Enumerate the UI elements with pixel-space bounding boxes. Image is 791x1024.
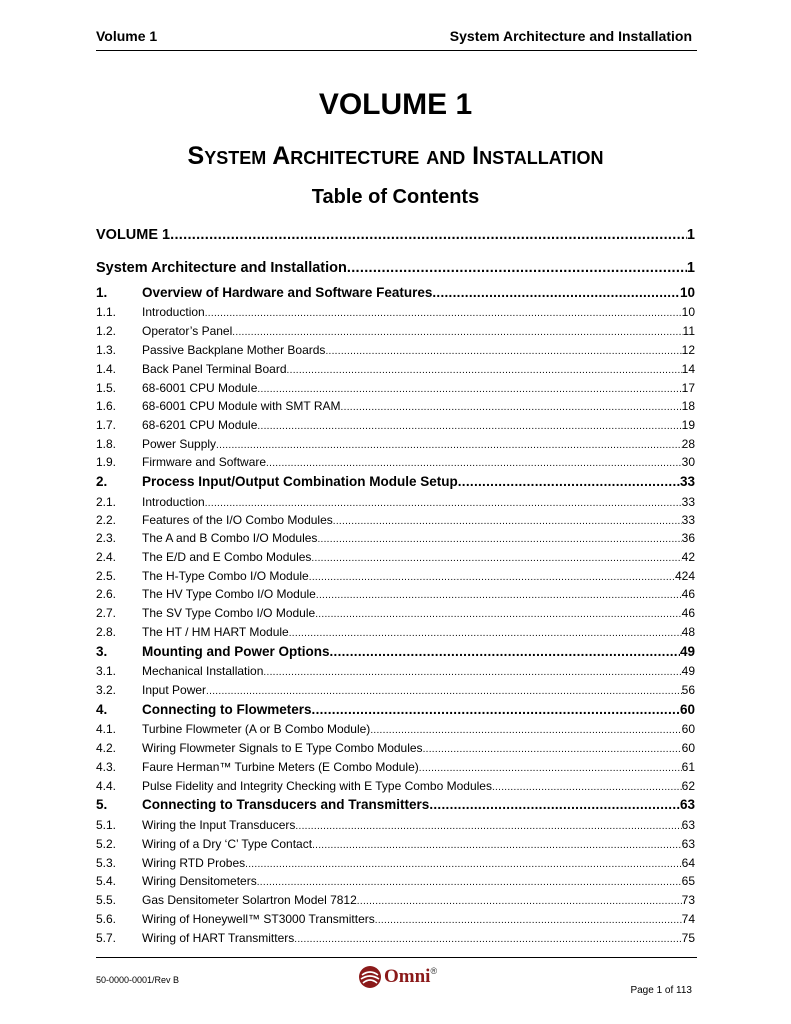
toc-entry[interactable] — [96, 569, 695, 583]
toc-leader-dots — [294, 931, 681, 945]
toc-entry-page: 49 — [679, 644, 695, 659]
toc-leader-dots — [419, 760, 682, 774]
toc-leader-dots — [312, 837, 682, 851]
toc-entry[interactable] — [96, 362, 695, 376]
header-volume: Volume 1 — [96, 28, 158, 44]
toc-entry-title: The HV Type Combo I/O Module — [142, 587, 316, 601]
toc-entry-title: Firmware and Software — [142, 455, 267, 469]
toc-entry[interactable] — [96, 474, 695, 489]
toc-leader-dots — [257, 874, 682, 888]
toc-entry[interactable] — [96, 874, 695, 888]
toc-entry-page: 63 — [681, 818, 695, 832]
toc-entry[interactable] — [96, 606, 695, 620]
toc-entry-page: 19 — [681, 418, 695, 432]
toc-entry-number: 1.1. — [96, 305, 117, 319]
toc-entry-title: Mechanical Installation — [142, 664, 264, 678]
toc-entry-number: 2.3. — [96, 531, 117, 545]
toc-entry-title: Turbine Flowmeter (A or B Combo Module) — [142, 722, 371, 736]
toc-entry[interactable] — [96, 837, 695, 851]
header-rule — [96, 50, 697, 51]
toc-entry[interactable] — [96, 343, 695, 357]
toc-leader-dots — [263, 664, 681, 678]
toc-entry-number: 5.5. — [96, 893, 117, 907]
toc-leader-dots — [375, 912, 682, 926]
toc-entry-page: 60 — [681, 722, 695, 736]
toc-entry-page: 12 — [681, 343, 695, 357]
toc-entry[interactable] — [96, 625, 695, 639]
toc-entry-number: 3.1. — [96, 664, 117, 678]
toc-entry-number: 2.7. — [96, 606, 117, 620]
toc-entry[interactable] — [96, 455, 695, 469]
toc-entry-title: Wiring Flowmeter Signals to E Type Combo Modules — [142, 741, 423, 755]
toc-entry-page: 33 — [681, 513, 695, 527]
toc-leader-dots — [458, 474, 680, 489]
toc-leader-dots — [287, 362, 682, 376]
toc-entry[interactable] — [96, 818, 695, 832]
toc-leader-dots — [266, 455, 682, 469]
toc-leader-dots — [341, 399, 682, 413]
toc-entry-title: Operator’s Panel — [142, 324, 233, 338]
toc-entry-number: 4.2. — [96, 741, 117, 755]
toc-entry[interactable] — [96, 779, 695, 793]
toc-entry-title: Connecting to Flowmeters — [142, 702, 312, 717]
toc-entry[interactable] — [96, 683, 695, 697]
toc-leader-dots — [245, 856, 682, 870]
toc-entry-page: 42 — [681, 550, 695, 564]
toc-entry[interactable] — [96, 513, 695, 527]
toc-entry-title: Faure Herman™ Turbine Meters (E Combo Module) — [142, 760, 419, 774]
toc-leader-dots — [432, 285, 680, 300]
toc-entry-number: 1.9. — [96, 455, 117, 469]
toc-entry-page: 62 — [681, 779, 695, 793]
toc-entry-number: 1.6. — [96, 399, 117, 413]
toc-leader-dots — [325, 343, 681, 357]
toc-entry-title: Wiring of a Dry ‘C’ Type Contact — [142, 837, 313, 851]
toc-leader-dots — [333, 513, 682, 527]
page-title: VOLUME 1 — [318, 88, 473, 121]
toc-entry[interactable] — [96, 644, 695, 659]
toc-entry[interactable] — [96, 437, 695, 451]
toc-entry-page: 63 — [679, 797, 695, 812]
doc-number: 50-0000-0001/Rev B — [96, 975, 180, 985]
toc-entry-page: 424 — [674, 569, 695, 583]
page-number: Page 1 of 113 — [630, 985, 692, 996]
toc-entry[interactable] — [96, 741, 695, 755]
omni-logo-icon — [358, 965, 382, 989]
toc-entry-title: The SV Type Combo I/O Module — [142, 606, 316, 620]
toc-entry-title: Wiring of Honeywell™ ST3000 Transmitters — [142, 912, 375, 926]
toc-entry-number: 2.8. — [96, 625, 117, 639]
toc-entry-number: 4.3. — [96, 760, 117, 774]
toc-leader-dots — [205, 495, 682, 509]
toc-entry[interactable] — [96, 722, 695, 736]
toc-entry-page: 18 — [681, 399, 695, 413]
toc-entry[interactable] — [96, 931, 695, 945]
toc-entry-title: Wiring the Input Transducers — [142, 818, 296, 832]
toc-entry-number: 2.1. — [96, 495, 117, 509]
toc-entry[interactable] — [96, 418, 695, 432]
toc-entry-number: 1.8. — [96, 437, 117, 451]
toc-entry-title: The E/D and E Combo Modules — [142, 550, 312, 564]
toc-entry-page: 46 — [681, 606, 695, 620]
toc-entry-title: Wiring of HART Transmitters — [142, 931, 295, 945]
logo-text: Omni — [384, 966, 431, 987]
toc-entry[interactable] — [96, 797, 695, 812]
toc-entry-title: Back Panel Terminal Board — [142, 362, 287, 376]
toc-entry-number: 1. — [96, 285, 108, 300]
toc-entry[interactable] — [96, 227, 695, 243]
toc-entry[interactable] — [96, 399, 695, 413]
toc-entry-page: 46 — [681, 587, 695, 601]
toc-leader-dots — [205, 305, 682, 319]
toc-entry-number: 2.6. — [96, 587, 117, 601]
toc-leader-dots — [289, 625, 682, 639]
toc-entry-number: 4.1. — [96, 722, 117, 736]
toc-entry-page: 73 — [681, 893, 695, 907]
toc-entry[interactable] — [96, 531, 695, 545]
toc-entry-title: Passive Backplane Mother Boards — [142, 343, 326, 357]
toc-entry-title: Gas Densitometer Solartron Model 7812 — [142, 893, 357, 907]
toc-entry-page: 64 — [681, 856, 695, 870]
toc-entry-number: 2.4. — [96, 550, 117, 564]
toc-leader-dots — [312, 702, 680, 717]
toc-entry-title: Pulse Fidelity and Integrity Checking with E Type Combo Modules — [142, 779, 492, 793]
toc-entry[interactable] — [96, 305, 695, 319]
toc-entry-page: 30 — [681, 455, 695, 469]
toc-entry-title: Process Input/Output Combination Module Setup — [142, 474, 458, 489]
toc-entry[interactable] — [96, 260, 695, 276]
toc-entry[interactable] — [96, 324, 695, 338]
toc-leader-dots — [257, 381, 681, 395]
toc-entry-title: Introduction — [142, 495, 205, 509]
toc-entry-page: 49 — [681, 664, 695, 678]
toc-entry-number: 2.5. — [96, 569, 117, 583]
toc-entry[interactable] — [96, 856, 695, 870]
toc-entry-title: 68-6001 CPU Module with SMT RAM — [142, 399, 341, 413]
toc-entry[interactable] — [96, 285, 695, 300]
toc-entry-title: Wiring RTD Probes — [142, 856, 246, 870]
toc-entry-title: The HT / HM HART Module — [142, 625, 289, 639]
toc-entry-title: The A and B Combo I/O Modules — [142, 531, 318, 545]
toc-entry-number: 5.6. — [96, 912, 117, 926]
toc-entry[interactable] — [96, 381, 695, 395]
toc-entry-number: 2. — [96, 474, 108, 489]
toc-entry-number: 1.5. — [96, 381, 117, 395]
toc-leader-dots — [257, 418, 681, 432]
toc-entry-title: 68-6001 CPU Module — [142, 381, 258, 395]
toc-entry-page: 75 — [681, 931, 695, 945]
toc-entry-number: 5.3. — [96, 856, 117, 870]
toc-leader-dots — [206, 683, 682, 697]
toc-entry-title: Introduction — [142, 305, 205, 319]
toc-entry-number: 2.2. — [96, 513, 117, 527]
toc-leader-dots — [311, 550, 681, 564]
toc-leader-dots — [492, 779, 682, 793]
toc-entry-page: 33 — [681, 495, 695, 509]
toc-entry-page: 28 — [681, 437, 695, 451]
toc-entry-number: 4. — [96, 702, 108, 717]
toc-leader-dots — [329, 644, 679, 659]
toc-leader-dots — [216, 437, 682, 451]
toc-entry-title: Connecting to Transducers and Transmitters — [142, 797, 430, 812]
toc-leader-dots — [315, 606, 681, 620]
toc-entry-title: 68-6201 CPU Module — [142, 418, 258, 432]
toc-leader-dots — [357, 893, 682, 907]
toc-entry-number: 1.7. — [96, 418, 117, 432]
toc-entry[interactable] — [96, 893, 695, 907]
toc-entry-number: 5.7. — [96, 931, 117, 945]
toc-leader-dots — [316, 587, 682, 601]
toc-entry-title: Mounting and Power Options — [142, 644, 330, 659]
toc-leader-dots — [232, 324, 682, 338]
toc-leader-dots — [423, 741, 682, 755]
toc-entry-page: 10 — [681, 305, 695, 319]
toc-entry-number: 3. — [96, 644, 108, 659]
toc-entry-page: 56 — [681, 683, 695, 697]
toc-entry-number: 5.4. — [96, 874, 117, 888]
toc-entry-page: 63 — [681, 837, 695, 851]
toc-entry[interactable] — [96, 495, 695, 509]
toc-entry-title: Wiring Densitometers — [142, 874, 257, 888]
toc-entry-page: 14 — [681, 362, 695, 376]
toc-entry-page: 10 — [679, 285, 695, 300]
toc-entry-title: The H-Type Combo I/O Module — [142, 569, 309, 583]
toc-entry-title: Input Power — [142, 683, 207, 697]
toc-entry-number: 5. — [96, 797, 108, 812]
toc-entry-page: 11 — [682, 324, 695, 338]
toc-entry[interactable] — [96, 702, 695, 717]
toc-leader-dots — [429, 797, 680, 812]
toc-entry-number: 5.2. — [96, 837, 117, 851]
toc-entry-number: 1.2. — [96, 324, 117, 338]
toc-entry-title: System Architecture and Installation — [96, 260, 347, 276]
toc-entry-number: 1.4. — [96, 362, 117, 376]
toc-leader-dots — [317, 531, 681, 545]
omni-logo — [358, 965, 437, 989]
toc-entry-title: Power Supply — [142, 437, 217, 451]
toc-leader-dots — [347, 260, 687, 276]
toc-leader-dots — [295, 818, 681, 832]
toc-leader-dots — [170, 227, 687, 243]
toc-entry-page: 74 — [681, 912, 695, 926]
page-subtitle: System Architecture and Installation — [187, 142, 604, 170]
registered-mark: ® — [430, 966, 438, 976]
toc-entry-page: 65 — [681, 874, 695, 888]
toc-entry-page: 17 — [681, 381, 695, 395]
toc-entry-page: 1 — [686, 260, 695, 276]
toc-leader-dots — [370, 722, 681, 736]
toc-leader-dots — [309, 569, 675, 583]
toc-entry-title: Features of the I/O Combo Modules — [142, 513, 333, 527]
toc-entry-number: 3.2. — [96, 683, 117, 697]
toc-entry-page: 60 — [679, 702, 695, 717]
toc-entry-title: Overview of Hardware and Software Features — [142, 285, 433, 300]
toc-entry[interactable] — [96, 760, 695, 774]
toc-entry[interactable] — [96, 664, 695, 678]
toc-entry-number: 1.3. — [96, 343, 117, 357]
toc-entry-page: 48 — [681, 625, 695, 639]
header-section: System Architecture and Installation — [449, 28, 692, 44]
toc-entry-page: 61 — [681, 760, 695, 774]
toc-entry-page: 33 — [679, 474, 695, 489]
toc-entry-page: 36 — [681, 531, 695, 545]
toc-entry[interactable] — [96, 587, 695, 601]
toc-entry-page: 60 — [681, 741, 695, 755]
toc-heading: Table of Contents — [311, 186, 480, 208]
toc-entry[interactable] — [96, 550, 695, 564]
toc-entry-number: 4.4. — [96, 779, 117, 793]
toc-entry-page: 1 — [686, 227, 695, 243]
toc-entry-number: 5.1. — [96, 818, 117, 832]
footer-rule — [96, 957, 697, 958]
toc-entry-title: VOLUME 1 — [96, 227, 171, 243]
toc-entry[interactable] — [96, 912, 695, 926]
